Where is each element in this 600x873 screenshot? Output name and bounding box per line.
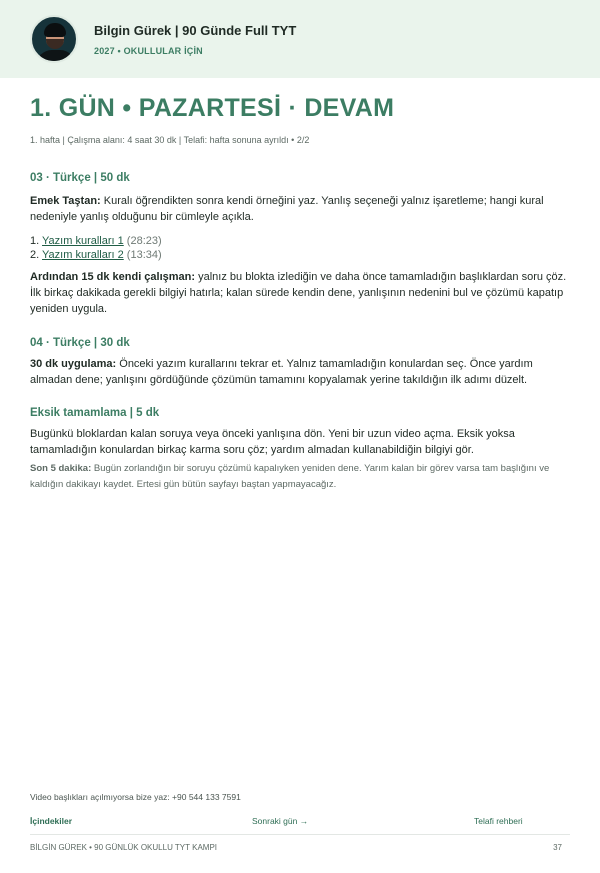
note-label: Son 5 dakika:	[30, 463, 92, 474]
section-03-intro	[30, 193, 570, 225]
header-subtitle: 2027 • OKULLULAR İÇİN	[94, 45, 203, 56]
footer-divider	[30, 834, 570, 835]
video-duration: (28:23)	[123, 235, 162, 247]
footer-brand: BİLGİN GÜREK • 90 GÜNLÜK OKULLU TYT KAMPI	[30, 843, 218, 852]
section-03-intro-label: Emek Taştan:	[30, 195, 101, 207]
section-eksik-body: Bugünkü bloklardan kalan soruya veya önceki yanlışına dön. Yeni bir uzun video açma. Eksik yoksa tamamladığın konulardan birkaç karma soru çöz; yardım almadan kullanabildiğin bilgiyi gör.	[30, 428, 515, 456]
section-03-intro-text: Kuralı öğrendikten sonra kendi örneğini yaz. Yanlış seçeneği yalnız işaretleme; hangi kural nedeniyle yanlış olduğunu bir cümleyle açıkla.	[30, 195, 544, 223]
list-item	[30, 248, 570, 262]
list-item	[30, 234, 570, 248]
section-03-heading: 03 · Türkçe | 50 dk	[30, 172, 130, 184]
list-item-number: 1.	[30, 235, 43, 247]
page-meta: 1. hafta | Çalışma alanı: 4 saat 30 dk | Telafi: hafta sonuna ayrıldı • 2/2	[30, 135, 310, 145]
makeup-guide-link[interactable]: Telafi rehberi	[474, 816, 523, 826]
note-text: Bugün zorlandığın bir soruyu çözümü kapalıyken yeniden dene. Yarım kalan bir görev varsa tam başlığını ve kaldığın dakikayı kaydet. Ertesi gün bütün sayfayı baştan yapmayacağız.	[30, 463, 550, 490]
footer-bottom	[30, 843, 570, 852]
video-list	[30, 234, 570, 262]
toc-link[interactable]: İçindekiler	[30, 816, 73, 826]
page-title: 1. GÜN • PAZARTESİ · DEVAM	[30, 94, 395, 122]
section-04-heading: 04 · Türkçe | 30 dk	[30, 337, 130, 349]
footer-nav	[30, 816, 570, 828]
video-link-yazim-kurallari-1[interactable]: Yazım kuralları 1	[42, 235, 124, 247]
header-title: Bilgin Gürek | 90 Günde Full TYT	[94, 22, 297, 38]
section-04-body-label: 30 dk uygulama:	[30, 358, 117, 370]
section-03-practice-text: yalnız bu blokta izlediğin ve daha önce tamamladığın başlıklardan soru çöz. İlk birkaç dakikada gerekli bilgiyi hatırla; kalan sürede kendin dene, yanlışının nedenini bul ve çözümü kapatıp yeniden uygula.	[30, 271, 567, 315]
page-header	[0, 0, 600, 78]
main-content	[30, 94, 570, 493]
video-link-yazim-kurallari-2[interactable]: Yazım kuralları 2	[42, 249, 124, 261]
list-item-number: 2.	[30, 249, 43, 261]
video-duration: (13:34)	[123, 249, 162, 261]
page-number: 37	[553, 843, 562, 852]
section-eksik-note	[30, 461, 570, 493]
author-avatar	[30, 15, 78, 63]
section-eksik-heading: Eksik tamamlama | 5 dk	[30, 407, 160, 419]
header-text	[94, 23, 296, 56]
section-03-practice-label: Ardından 15 dk kendi çalışman:	[30, 271, 196, 283]
section-04-body	[30, 356, 570, 388]
next-day-link[interactable]: Sonraki gün →	[252, 816, 309, 826]
section-03-practice	[30, 269, 570, 317]
footer-help-text: Video başlıkları açılmıyorsa bize yaz: +90 544 133 7591	[30, 792, 241, 802]
section-04-body-text: Önceki yazım kurallarını tekrar et. Yalnız tamamladığın konulardan seç. Önce yardım almadan dene; yanlışını gördüğünde çözümün tamamını kopyalamak yerine takıldığın ilk adımı düzelt.	[30, 358, 533, 386]
